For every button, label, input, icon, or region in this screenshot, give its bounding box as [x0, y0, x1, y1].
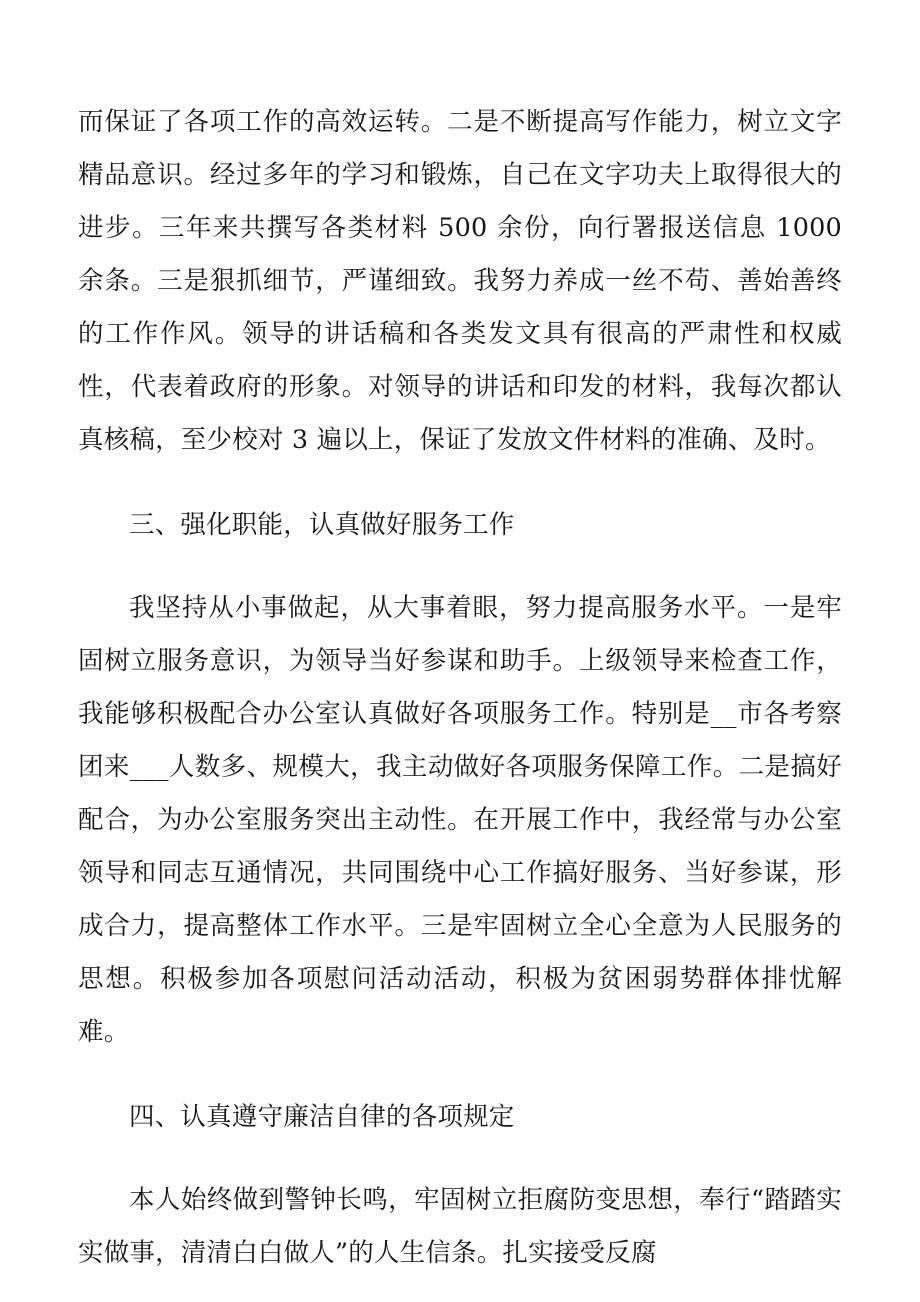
paragraph-self-discipline: 本人始终做到警钟长鸣，牢固树立拒腐防变思想，奉行“踏踏实实做事，清清白白做人”的人生信条。扎实接受反腐 — [78, 1185, 842, 1268]
block-spacer — [78, 552, 842, 582]
block-spacer — [78, 1144, 842, 1174]
paragraph-work-efficiency: 而保证了各项工作的高效运转。二是不断提高写作能力，树立文字精品意识。经过多年的学习和锻炼，自己在文字功夫上取得很大的进步。三年来共撰写各类材料 500 余份，向行署报送信息 1000 余条。三是狠抓细节，严谨细致。我努力养成一丝不苟、善始善终的工作作风。领导的讲话稿和各类发文具有很高的严肃性和权威性，代表着政府的形象。对领导的讲话和印发的材料，我每次都认真核稿，至少校对 3 遍以上，保证了发放文件材料的准确、及时。 — [78, 107, 842, 455]
heading-section-four: 四、认真遵守廉洁自律的各项规定 — [129, 1102, 515, 1132]
document-body — [78, 96, 842, 1280]
block-spacer — [78, 1059, 842, 1091]
paragraph-service-work: 我坚持从小事做起，从大事着眼，努力提高服务水平。一是牢固树立服务意识，为领导当好参谋和助手。上级领导来检查工作，我能够积极配合办公室认真做好各项服务工作。特别是__市各考察团来___人数多、规模大，我主动做好各项服务保障工作。二是搞好配合，为办公室服务突出主动性。在开展工作中，我经常与办公室领导和同志互通情况，共同围绕中心工作搞好服务、当好参谋，形成合力，提高整体工作水平。三是牢固树立全心全意为人民服务的思想。积极参加各项慰问活动活动，积极为贫困弱势群体排忧解难。 — [78, 593, 842, 1047]
heading-section-three: 三、强化职能，认真做好服务工作 — [129, 510, 515, 540]
block-spacer — [78, 467, 842, 499]
